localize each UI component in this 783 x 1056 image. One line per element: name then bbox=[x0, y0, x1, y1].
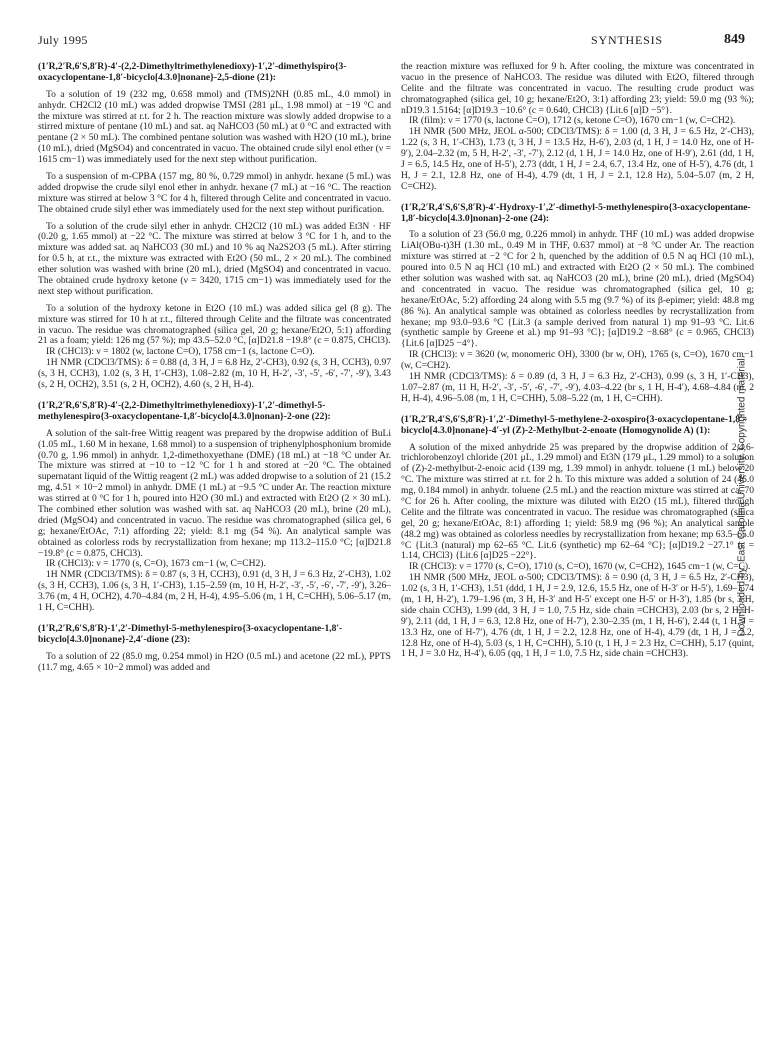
spectral-data: IR (film): ν = 1770 (s, lactone C=O), 1712 (s, ketone C=O), 1670 cm−1 (w, C=CH2). bbox=[409, 115, 736, 127]
compound-heading: (1′R,2′R,6′S,8′R)-4′-(2,2-Dimethyltrimethylenedioxy)-1′,2′-dimethylspiro{3-oxacyclopentane-1,8′-bicyclo[4.3.0]nonane}-2,5-dione (21): bbox=[38, 62, 347, 83]
download-notice bbox=[735, 262, 749, 730]
procedure-paragraph: To a solution of 22 (85.0 mg, 0.254 mmol) in H2O (0.5 mL) and acetone (22 mL), PPTS (11.7 mg, 4.65 × 10−2 mmol) was added and bbox=[38, 650, 391, 673]
procedure-paragraph: To a solution of 19 (232 mg, 0.658 mmol) and (TMS)2NH (0.85 mL, 4.0 mmol) in anhydr. CH2Cl2 (10 mL) was added dropwise TMSI (281 μL, 1.98 mmol) at −19 °C and the mixture was stirred at r.t. for 2 h. The reaction mixture was slowly added dropwise to a stirred mixture of pentane (10 mL) and sat. aq NaHCO3 (50 mL) at 0 °C and extracted with pentane (2 × 50 mL). The combined pentane solution was washed with H2O (10 mL), brine (10 mL), dried (MgSO4) and concentrated in vacuo. The obtained crude silyl enol ether (ν = 1615 cm−1) was immediately used for the next step without purification. bbox=[38, 88, 391, 166]
procedure-paragraph: A solution of the salt-free Wittig reagent was prepared by the dropwise addition of BuLi (1.05 mL, 1.60 M in hexane, 1.68 mmol) to a suspension of triphenylphosphonium bromide (0.70 g, 1.96 mmol) in anhydr. 1,2-dimethoxyethane (DME) (18 mL) at −18 °C under Ar. The mixture was stirred at −10 to −12 °C for 1 h and stored at −20 °C. The obtained supernatant liquid of the Wittig reagent (2 mL) was added dropwise to a solution of 21 (15.2 mg, 4.51 × 10−2 mmol) in anhydr. DME (1 mL) at −9.5 °C under Ar. The reaction mixture was stirred at 0 °C for 1 h, poured into H2O (30 mL) and extracted with Et2O (2 × 30 mL). The combined ether solution was washed with sat. aq NaHCO3 (20 mL), brine (20 mL), dried (MgSO4) and concentrated in vacuo. The residue was chromatographed (silica gel, 6 g; hexane/EtOAc, 7:1) affording 22; yield: 8.1 mg (54 %). An analytical sample was obtained as colorless rods by recrystallization from hexane; mp 113.2–115.0 °C; [α]D21.8 −19.8° (c = 0.875, CHCl3). bbox=[38, 427, 391, 559]
journal-name: SYNTHESIS bbox=[591, 33, 663, 47]
procedure-paragraph: To a solution of the crude silyl ether in anhydr. CH2Cl2 (10 mL) was added Et3N · HF (0.20 g, 1.65 mmol) at −22 °C. The mixture was stirred at below 3 °C for 1 h, and to the mixture was added sat. aq NaHCO3 (30 mL) and 10 % aq Na2S2O3 (5 mL). After stirring for 0.5 h, at r.t., the mixture was extracted with Et2O (50 mL, 2 × 20 mL). The combined ether solution was washed with brine (20 mL), dried (MgSO4) and concentrated in vacuo. The obtained crude hydroxy ketone (ν = 3420, 1715 cm−1) was immediately used for the next step without purification. bbox=[38, 220, 391, 297]
compound-heading: (1′R,2′R,4′S,6′S,8′R)-1′,2′-Dimethyl-5-methylene-2-oxospiro{3-oxacyclopentane-1,8′-bicyclo[4.3.0]nonane}-4′-yl (Z)-2-Methylbut-2-enoate (Homogynolide A) (1): bbox=[401, 413, 746, 436]
procedure-paragraph: A solution of the mixed anhydride 25 was prepared by the dropwise addition of 2,4,6-trichlorobenzoyl chloride (201 μL, 1.29 mmol) and Et3N (179 μL, 1.29 mmol) to a solution of (Z)-2-methylbut-2-enoic acid (139 mg, 1.39 mmol) in anhydr. toluene (1 mL) below 20 °C. The mixture was stirred at r.t. for 2 h. To this mixture was added a solution of 24 (46.0 mg, 0.184 mmol) in anhydr. toluene (2.5 mL) and the reaction mixture was stirred at ca. 70 °C for 26 h. After cooling, the mixture was diluted with Et2O (15 mL), filtered through Celite and the filtrate was concentrated in vacuo. The residue was chromatographed (silica gel, 20 g; hexane/EtOAc, 8:1) affording 1; yield: 58.9 mg (96 %); An analytical sample (48.2 mg) was obtained as colorless needles by recrystallization from hexane; mp 63.5–65.0 °C {Lit.3 (natural) mp 62–65 °C. Lit.6 (synthetic) mp 62–64 °C}; [α]D19.2 −27.1° (c = 1.14, CHCl3) {Lit.6 [α]D25 −22°}. bbox=[401, 441, 754, 562]
procedure-paragraph: To a suspension of m-CPBA (157 mg, 80 %, 0.729 mmol) in anhydr. hexane (5 mL) was added dropwise the crude silyl enol ether in anhydr. hexane (7 mL) at −16 °C. The reaction mixture was stirred at below 3 °C for 4 h, filtered through Celite and concentrated in vacuo. The obtained crude silyl ether was immediately used for the next step without purification. bbox=[38, 171, 391, 215]
spectral-data: IR (CHCl3): ν = 1802 (w, lactone C=O), 1758 cm−1 (s, lactone C=O). bbox=[46, 346, 315, 358]
spectral-data: IR (CHCl3): ν = 3620 (w, monomeric OH), 3300 (br w, OH), 1765 (s, C=O), 1670 cm−1 (w, C=CH2). bbox=[401, 349, 754, 372]
compound-heading: (1′R,2′R,6′S,8′R)-4′-(2,2-Dimethyltrimethylenedioxy)-1′,2′-dimethyl-5-methylenespiro{3-oxacyclopentane-1,8′-bicyclo[4.3.0]nonan}-2-one (22): bbox=[38, 399, 331, 422]
spectral-data: 1H NMR (CDCl3/TMS): δ = 0.88 (d, 3 H, J = 6.8 Hz, 2′-CH3), 0.92 (s, 3 H, CCH3), 0.97 (s, 3 H, CCH3), 1.02 (s, 3 H, 1′-CH3), 1.08–2.82 (m, 10 H, H-2′, -3′, -5′, -6′, -7′, -9′), 3.43 (s, 2 H, OCH2), 3.51 (s, 2 H, OCH2), 4.60 (s, 2 H, H-4). bbox=[38, 357, 391, 391]
spectral-data: IR (CHCl3): ν = 1770 (s, C=O), 1710 (s, C=O), 1670 (w, C=CH2), 1645 cm−1 (w, C=C). bbox=[409, 561, 751, 573]
spectral-data: 1H NMR (500 MHz, JEOL α-500; CDCl3/TMS): δ = 1.00 (d, 3 H, J = 6.5 Hz, 2′-CH3), 1.22 (s, 3 H, 1′-CH3), 1.73 (t, 3 H, J = 13.5 Hz, H-6′), 2.03 (d, 1 H, J = 14.0 Hz, one of H-9′), 2.04–2.32 (m, 5 H, H-2′, -3′, -7′), 2.12 (d, 1 H, J = 14.0 Hz, one of H-9′), 2.61 (dd, 1 H, J = 6.5, 14.5 Hz, one of H-5′), 2.73 (ddt, 1 H, J = 2.4, 6.7, 13.4 Hz, one of H-5′), 4.76 (dt, 1 H, J = 2.1, 12.8 Hz, one of H-4), 4.79 (dt, 1 H, J = 2.1, 12.8 Hz), 5.04–5.07 (m, 2 H, C=CH2). bbox=[401, 126, 754, 192]
page-number: 849 bbox=[724, 32, 745, 47]
issue-date: July 1995 bbox=[38, 33, 88, 47]
continued-paragraph: the reaction mixture was refluxed for 9 h. After cooling, the mixture was concentrated in vacuo in the presence of NaHCO3. The residue was diluted with Et2O, filtered through Celite and the filtrate was concentrated in vacuo. The resulting crude product was chromatographed (silica gel, 10 g; hexane/Et2O, 3:1) affording 23; yield: 59.0 mg (93 %); nD19.3 1.5164; [α]D19.3 −10.6° (c = 0.640, CHCl3) {Lit.6 [α]D −5°}. bbox=[401, 62, 754, 116]
procedure-paragraph: To a solution of the hydroxy ketone in Et2O (10 mL) was added silica gel (8 g). The mixture was stirred for 10 h at r.t., filtered through Celite and the filtrate was concentrated in vacuo. The residue was chromatographed (silica gel, 20 g; hexane/Et2O, 5:1) affording 21 as a foam; yield: 126 mg (57 %); mp 43.5–52.0 °C, [α]D21.8 −19.8° (c = 0.875, CHCl3). bbox=[38, 302, 391, 347]
left-column bbox=[38, 62, 391, 1034]
spectral-data: IR (CHCl3): ν = 1770 (s, C=O), 1673 cm−1 (w, C=CH2). bbox=[46, 558, 266, 570]
compound-heading: (1′R,2′R,6′S,8′R)-1′,2′-Dimethyl-5-methylenespiro{3-oxacyclopentane-1,8′-bicyclo[4.3.0]nonane}-2,4′-dione (23): bbox=[38, 622, 343, 645]
page-header bbox=[38, 33, 745, 49]
compound-heading: (1′R,2′R,4′S,6′S,8′R)-4′-Hydroxy-1′,2′-dimethyl-5-methylenespiro{3-oxacyclopentane-1,8′-bicyclo[4.3.0]nonan}-2-one (24): bbox=[401, 201, 751, 224]
spectral-data: 1H NMR (CDCl3/TMS): δ = 0.89 (d, 3 H, J = 6.3 Hz, 2′-CH3), 0.99 (s, 3 H, 1′-CH3), 1.07–2.87 (m, 11 H, H-2′, -3′, -5′, -6′, -7′, -9′), 4.03–4.22 (br s, 1 H, H-4′), 4.68–4.84 (m, 2 H, H-4), 4.96–5.08 (m, 1 H, C=CHH), 5.08–5.22 (m, 1 H, C=CHH). bbox=[401, 371, 754, 404]
download-notice-text: Downloaded by: East Carolina University. Copyrighted material. bbox=[736, 355, 748, 637]
spectral-data: 1H NMR (CDCl3/TMS): δ = 0.87 (s, 3 H, CCH3), 0.91 (d, 3 H, J = 6.3 Hz, 2′-CH3), 1.02 (s, 3 H, CCH3), 1.06 (s, 3 H, 1′-CH3), 1.15–2.59 (m, 10 H, H-2′, -3′, -5′, -6′, -7′, -9′), 3.26–3.76 (m, 4 H, OCH2), 4.70–4.84 (m, 2 H, H-4), 4.95–5.06 (m, 1 H, C=CHH), 5.06–5.17 (m, 1 H, C=CHH). bbox=[38, 569, 391, 613]
procedure-paragraph: To a solution of 23 (56.0 mg, 0.226 mmol) in anhydr. THF (10 mL) was added dropwise LiAl(OBu-t)3H (1.30 mL, 0.49 M in THF, 0.637 mmol) at −8 °C under Ar. The reaction mixture was stirred at −2 °C for 2 h, quenched by the addition of 0.5 N aq HCl (10 mL), poured into 0.5 N aq HCl (10 mL) and extracted with Et2O (2 × 50 mL). The combined ether solution was washed with sat. aq NaHCO3 (20 mL), brine (20 mL), dried (MgSO4) and concentrated in vacuo. The residue was chromatographed (silica gel, 10 g; hexane/EtOAc, 5:2) affording 24 along with 5.5 mg (9.7 %) of its β-epimer; yield: 48.8 mg (86 %). An analytical sample was obtained as colorless needles by recrystallization from hexane; mp 93.0–93.6 °C {Lit.3 (a sample derived from natural 1) mp 91–93 °C. Lit.6 (synthetic sample by Greene et al.) mp 91–93 °C}; [α]D19.2 −8.68° (c = 0.965, CHCl3) {Lit.6 [α]D25 −4°}. bbox=[401, 229, 754, 350]
right-column bbox=[401, 62, 754, 1034]
spectral-data: 1H NMR (500 MHz, JEOL α-500; CDCl3/TMS): δ = 0.90 (d, 3 H, J = 6.5 Hz, 2′-CH3), 1.02 (s, 3 H, 1′-CH3), 1.51 (ddd, 1 H, J = 2.9, 12.6, 15.5 Hz, one of H-3′ or H-5′), 1.69–1.74 (m, 1 H, H-2′), 1.79–1.96 (m, 3 H, H-3′ and H-5′ except one H-5′ or H-3′), 1.85 (br s, 3 H, side chain CCH3), 1.99 (dd, 3 H, J = 1.0, 7.5 Hz, side chain =CHCH3), 2.03 (br s, 2 H, H-9′), 2.11 (dd, 1 H, J = 6.3, 12.8 Hz, one of H-7′), 2.30–2.35 (m, 1 H, H-6′), 2.44 (t, 1 H, J = 13.3 Hz, one of H-7′), 4.76 (dt, 1 H, J = 2.2, 12.8 Hz, one of H-4), 4.79 (dt, 1 H, J = 2.2, 12.8 Hz, one of H-4), 5.03 (s, 1 H, C=CHH), 5.10 (t, 1 H, J = 2.3 Hz, C=CHH), 5.17 (quint, 1 H, J = 3.0 Hz, H-4′), 6.05 (qq, 1 H, J = 1.0, 7.5 Hz, side chain =CHCH3). bbox=[401, 572, 754, 660]
